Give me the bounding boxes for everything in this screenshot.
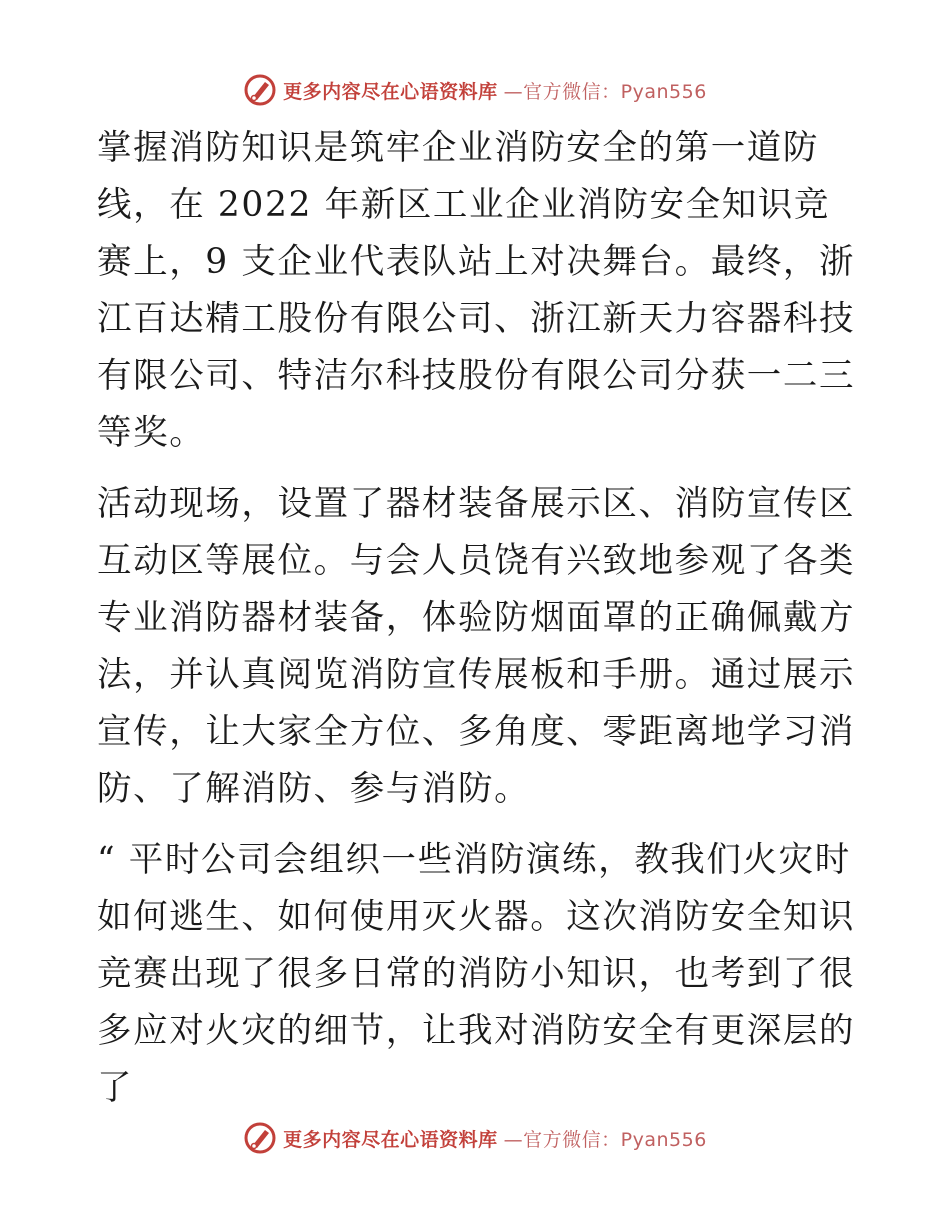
header-banner: [0, 70, 950, 110]
footer-banner: [0, 1118, 950, 1158]
banner-slogan: 更多内容尽在心语资料库: [283, 80, 498, 103]
banner-contact: —官方微信：Pyan556: [503, 1128, 707, 1151]
document-body: [97, 120, 857, 1131]
banner-contact: —官方微信：Pyan556: [503, 80, 707, 103]
paragraph-2: 活动现场，设置了器材装备展示区、消防宣传区互动区等展位。与会人员饶有兴致地参观了各类专业消防器材装备，体验防烟面罩的正确佩戴方法，并认真阅览消防宣传展板和手册。通过展示宣传，让大家全方位、多角度、零距离地学习消防、了解消防、参与消防。: [97, 484, 856, 809]
paragraph-3: “ 平时公司会组织一些消防演练，教我们火灾时如何逃生、如何使用灭火器。这次消防安全知识竞赛出现了很多日常的消防小知识，也考到了很多应对火灾的细节，让我对消防安全有更深层的了: [97, 840, 856, 1108]
paragraph-1: 掌握消防知识是筑牢企业消防安全的第一道防线，在 2022 年新区工业企业消防安全知识竞赛上，9 支企业代表队站上对决舞台。最终，浙江百达精工股份有限公司、浙江新天力容器科技有限公司、特洁尔科技股份有限公司分获一二三等奖。: [97, 128, 856, 453]
banner-slogan: 更多内容尽在心语资料库: [283, 1128, 498, 1151]
pen-logo-icon: [243, 1121, 277, 1155]
pen-logo-icon: [243, 73, 277, 107]
